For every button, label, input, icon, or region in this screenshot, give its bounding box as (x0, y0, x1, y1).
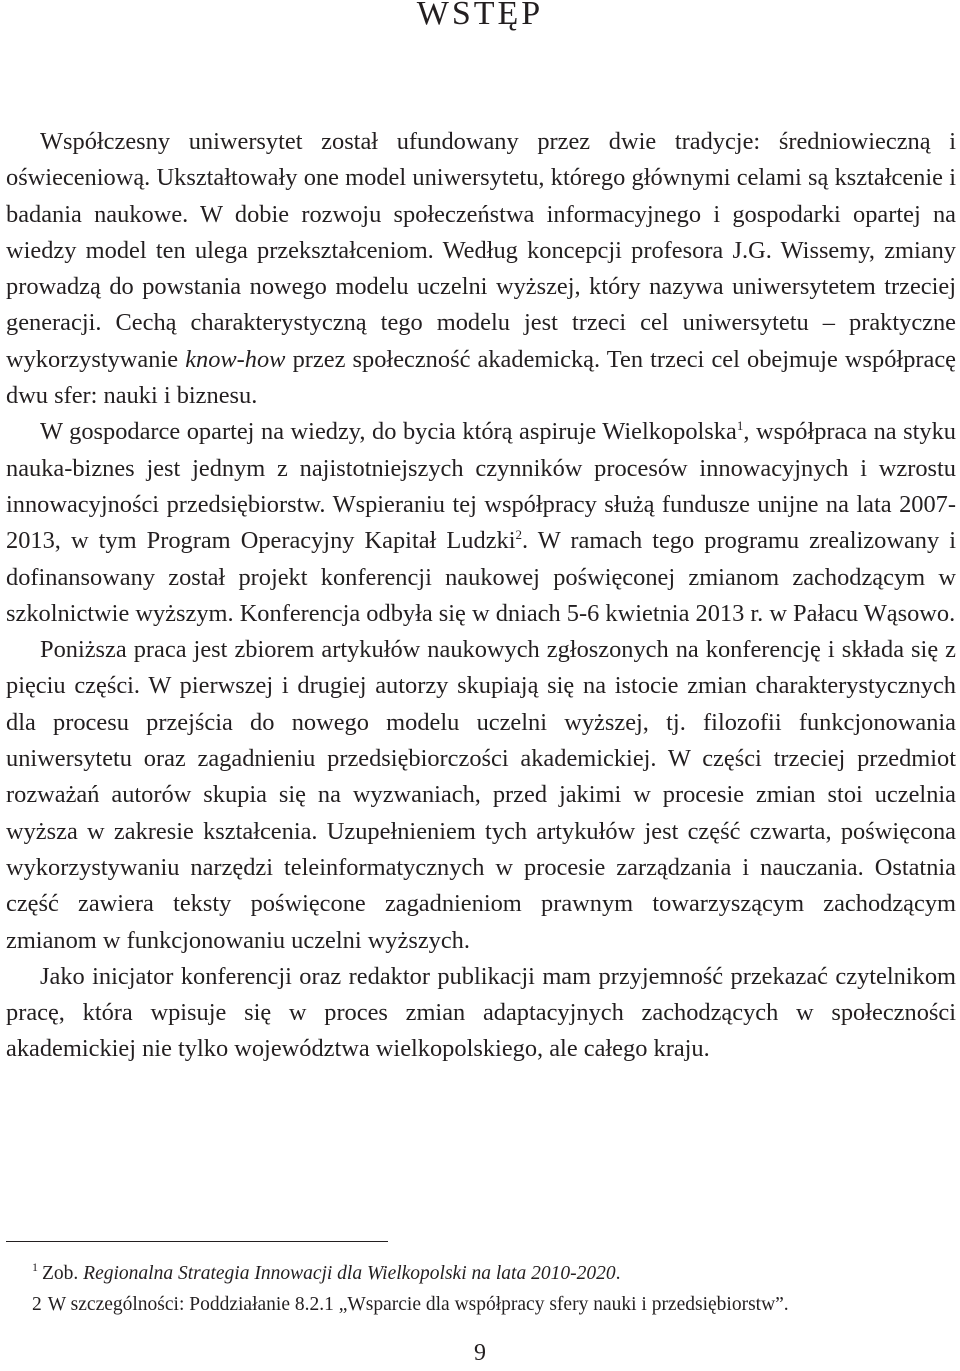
paragraph-2 (6, 414, 956, 632)
footnote-1-title: Regionalna Strategia Innowacji dla Wielkopolski na lata 2010-2020 (83, 1263, 616, 1284)
footnote-1 (32, 1258, 952, 1289)
footnote-divider (6, 1241, 388, 1242)
paragraph-1-text-b: przez społeczność akademicką. Ten trzeci cel obejmuje współpracę dwu sfer: nauki i biznesu. (6, 345, 956, 410)
paragraph-3: Poniższa praca jest zbiorem artykułów naukowych zgłoszonych na konferencję i składa się z pięciu części. W pierwszej i drugiej autorzy skupiają się na istocie zmian charakterystycznych dla procesu przejścia do nowego modelu uczelni wyższej, tj. filozofii funkcjonowania uniwersytetu oraz zagadnieniu przedsiębiorczości akademickiej. W części trzeciej przedmiot rozważań autorów skupia się na wyzwaniach, przed jakimi w procesie zmian stoi uczelnia wyższa w zakresie kształcenia. Uzupełnieniem tych artykułów jest część czwarta, poświęcona wykorzystywaniu narzędzi teleinformatycznych w procesie zarządzania i nauczania. Ostatnia część zawiera teksty poświęcone zagadnieniom prawnym towarzyszącym zachodzącym zmianom w funkcjonowaniu uczelni wyższych. (6, 636, 956, 954)
footnote-1-lead: Zob. (42, 1263, 84, 1284)
paragraph-1-emphasis: know-how (185, 345, 286, 373)
footnote-1-mark: 1 (32, 1260, 38, 1274)
footnotes (32, 1258, 952, 1320)
page-number: 9 (474, 1340, 486, 1366)
footnote-reference-2[interactable]: 2 (515, 527, 522, 543)
footnote-2-mark: 2 (32, 1294, 42, 1315)
paragraph-4: Jako inicjator konferencji oraz redaktor publikacji mam przyjemność przekazać czytelnikom pracę, która wpisuje się w proces zmian adaptacyjnych zachodzących w społeczności akademickiej nie tylko województwa wielkopolskiego, ale całego kraju. (6, 962, 956, 1063)
body-text (6, 124, 956, 1068)
footnote-1-tail: . (615, 1263, 621, 1284)
footnote-reference-1[interactable]: 1 (736, 418, 744, 434)
paragraph-1-text-a: Współczesny uniwersytet został ufundowany przez dwie tradycje: średniowieczną i oświeceniową. Ukształtowały one model uniwersytetu, którego głównymi celami są kształcenie i badania naukowe. W dobie rozwoju społeczeństwa informacyjnego i gospodarki opartej na wiedzy model ten ulega przekształceniom. Według koncepcji profesora J.G. Wissemy, zmiany prowadzą do powstania nowego modelu uczelni wyższej, który nazywa uniwersytetem trzeciej generacji. Cechą charakterystyczną tego modelu jest trzeci cel uniwersytetu – praktyczne wykorzystywanie (6, 128, 956, 373)
paragraph-1 (6, 124, 956, 414)
paragraph-2-text-a: W gospodarce opartej na wiedzy, do bycia którą aspiruje Wielkopolska (40, 418, 737, 446)
footnote-2 (32, 1289, 952, 1320)
paragraph-2-text-c: . W ramach tego programu zrealizowany i dofinansowany został projekt konferencji naukowej poświęconej zmianom zachodzącym w szkolnictwie wyższym. Konferencja odbyła się w dniach 5-6 kwietnia 2013 r. w Pałacu Wąsowo. (6, 527, 957, 627)
chapter-title: WSTĘP (416, 0, 544, 32)
paragraph-2-text-b: , współpraca na styku nauka-biznes jest jednym z najistotniejszych czynników procesów innowacyjnych i wzrostu innowacyjności przedsiębiorstw. Wspieraniu tej współpracy służą fundusze unijne na lata 2007-2013, w tym Program Operacyjny Kapitał Ludzki (6, 418, 956, 555)
footnote-2-text: W szczególności: Poddziałanie 8.2.1 „Wsparcie dla współpracy sfery nauki i przedsiębiorstw”. (47, 1294, 789, 1315)
